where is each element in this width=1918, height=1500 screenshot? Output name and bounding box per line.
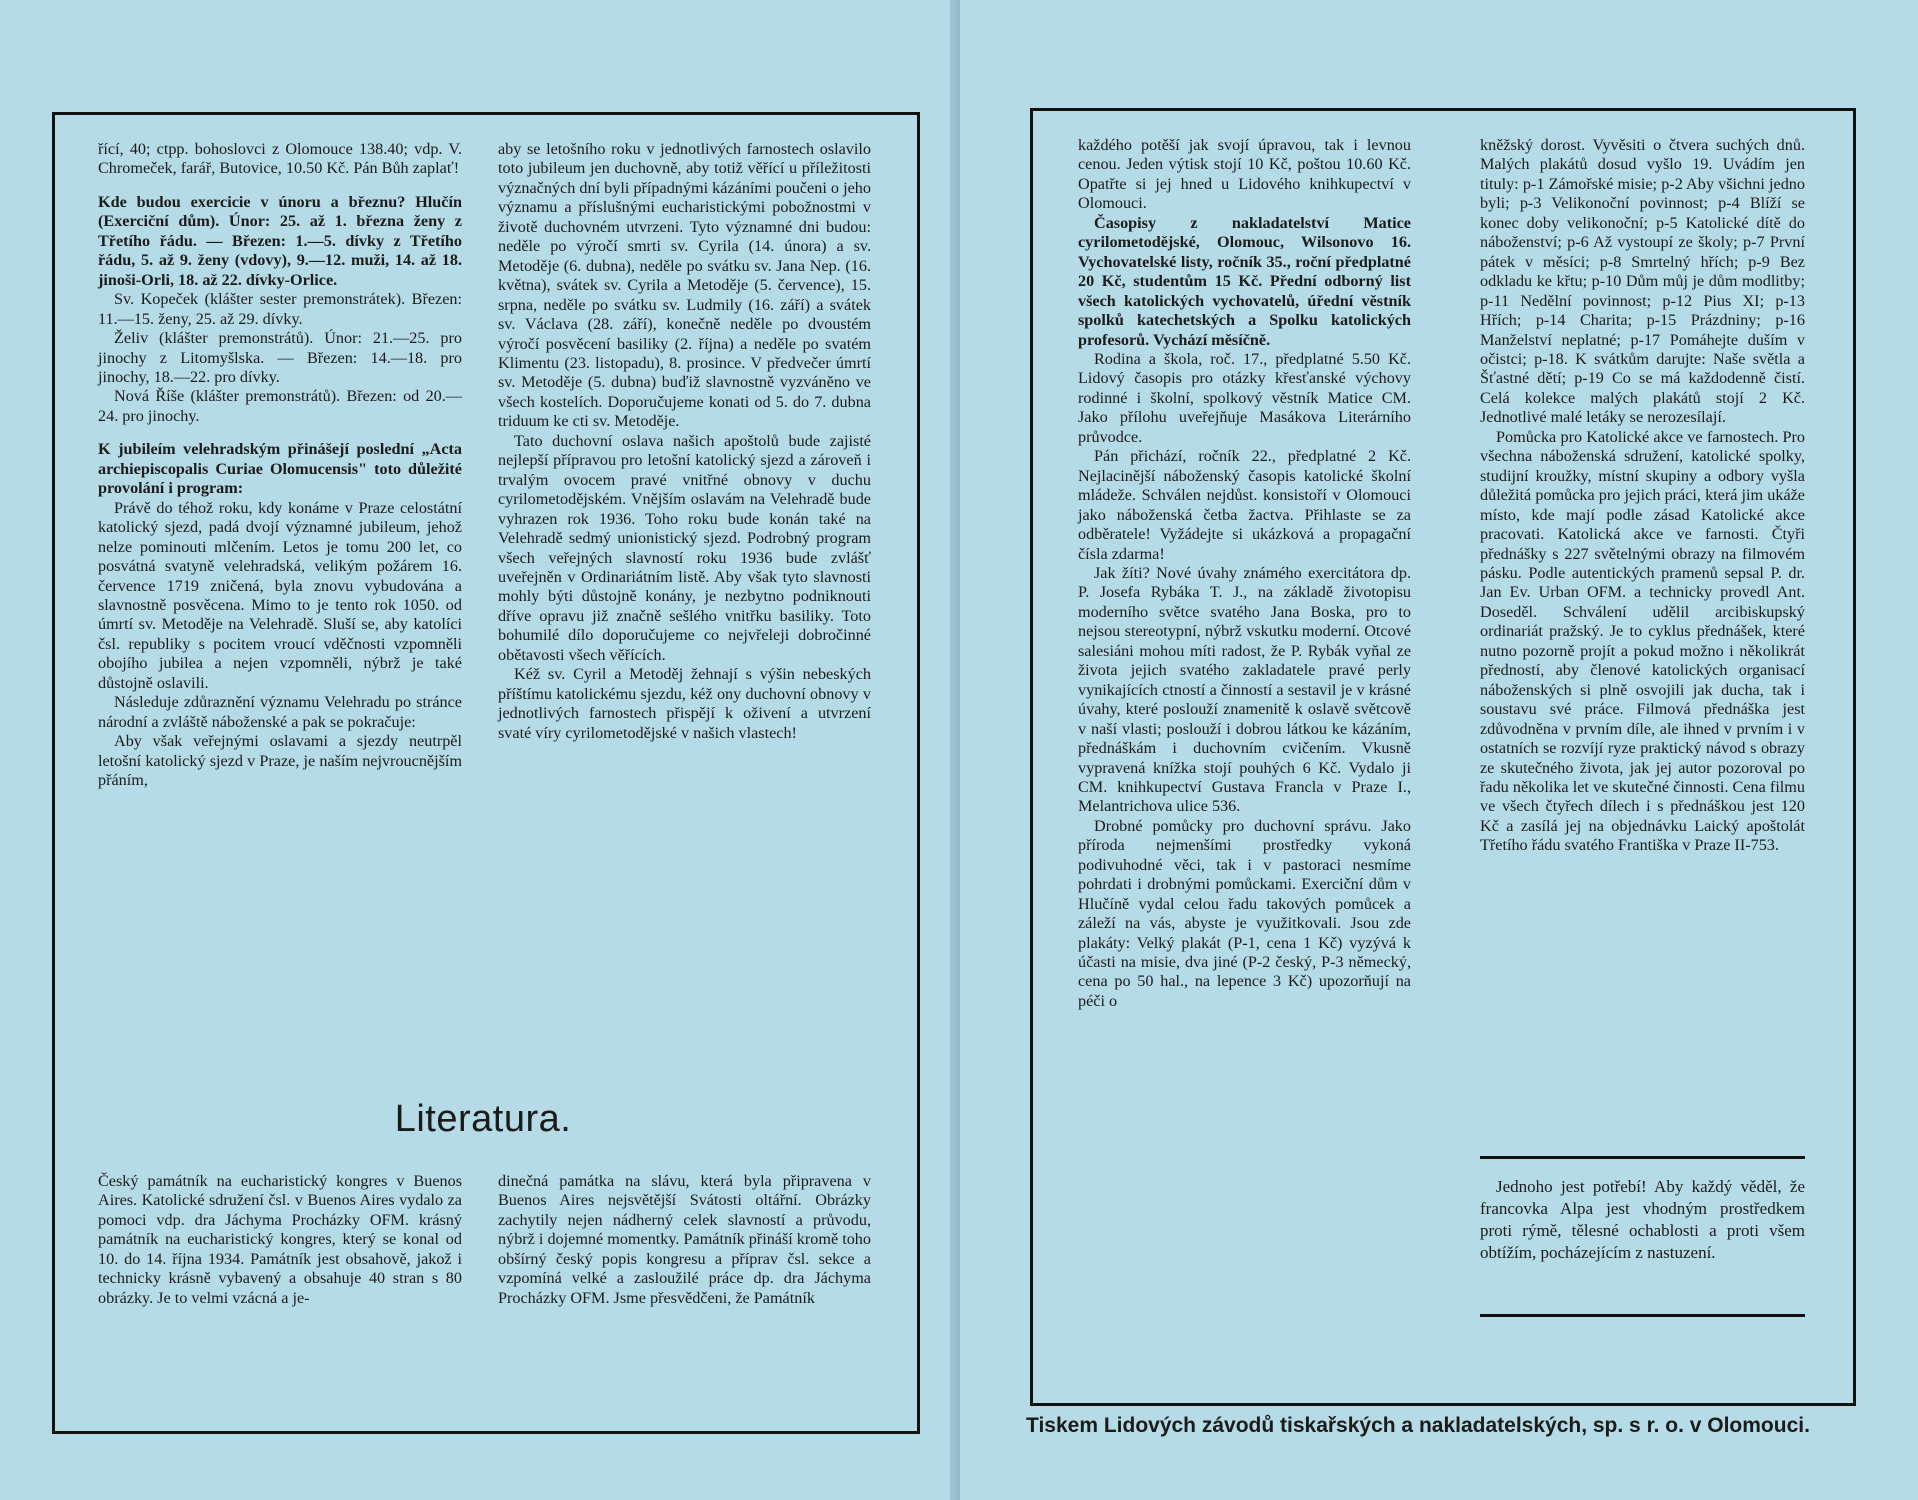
velehrad-paragraph: Následuje zdůraznění významu Velehradu po stránce národní a zvláště náboženské a pak se pokračuje: [98, 693, 462, 731]
jubilee-body-paragraph: Právě do téhož roku, kdy konáme v Praze celostátní katolický sjezd, padá dvojí významné jubileum, jehož nelze pominouti mlčením. Letos je tomu 200 let, co posvátná svatyně velehradská, velikým požárem 16. července 1719 zničená, byla znovu vybudována a slavnostně posvěcena. Mimo to je tento rok 1050. od úmrtí sv. Metoděje na Velehradě. Sluší se, aby katolíci čsl. republiky s pocitem vroucí vděčnosti vzpomněli obojího jubilea a nejen vzpomněli, nýbrž je také důstojně oslavili. [98, 498, 462, 692]
nova-rise-paragraph: Nová Říše (klášter premonstrátů). Březen: od 20.—24. pro jinochy. [98, 387, 462, 425]
literatura-heading: Literatura. [394, 1098, 572, 1140]
kopecek-paragraph: Sv. Kopeček (klášter sester premonstrátek). Březen: 11.—15. ženy, 25. až 29. dívky. [98, 290, 462, 328]
casopisy-paragraph: Časopisy z nakladatelství Matice cyrilometodějské, Olomouc, Wilsonovo 16. Vychovatelské listy, ročník 35., roční předplatné 20 Kč, studentům 15 Kč. Přední odborný list všech katolických vychovatelů, úřední věstník spolků katechetských a Spolku katolických profesorů. Vychází měsíčně. [1078, 213, 1411, 349]
alpa-advert [1480, 1176, 1805, 1264]
pamatnik-continued-paragraph: dinečná památka na slávu, která byla připravena v Buenos Aires nejsvětější Svátosti oltářní. Obrázky zachytily nejen nádherný celek slavností a průvodu, nýbrž i dojemné momentky. Památník přináší kromě toho obšírný český popis kongresu a příprav čsl. sekce a vzpomíná velké a zasloužilé práce dp. dra Jáchyma Procházky OFM. Jsme přesvědčeni, že Památník [498, 1172, 871, 1307]
blessing-paragraph: Kéž sv. Cyril a Metoděj žehnají s výšin nebeských příštímu katolickému sjezdu, kéž ony duchovní obnovy v jednotlivých farnostech přispějí k oživení a utvrzení svaté víry cyrilometodějské v našich vlastech! [498, 665, 871, 742]
spiritual-celebration-paragraph: Tato duchovní oslava našich apoštolů bude zajisté nejlepší přípravou pro letošní katolický sjezd a zároveň i trvalým ovocem pravé vnitřné obnovy v duchu cyrilometodějském. Vnějším oslavám na Velehradě bude vyhrazen rok 1936. Toho roku bude konán také na Velehradě sedmý unionistický sjezd. Podrobný program všech veřejných slavností roku 1936 bude zvlášť uveřejněn v Ordinariátním listě. Aby však tyto slavnosti mohly býti důstojně konány, je nezbytno podniknouti dříve opravu již značně sešlého vnitřku basiliky. Toto bohumilé dílo doporučujeme co nejvřeleji dobročinné obětavosti všech věřících. [498, 431, 871, 664]
jubilee-heading-paragraph: K jubileím velehradským přinášejí poslední „Acta archiepiscopalis Curiae Olomucensis" toto důležité provolání i program: [98, 440, 462, 498]
jak-ziti-paragraph: Jak žíti? Nové úvahy známého exercitátora dp. P. Josefa Rybáka T. J., na základě životopisu moderního světce svatého Jana Boska, pro to nejsou stereotypní, nýbrž vskutku moderní. Otcové salesiáni mohou míti radost, že P. Rybák vyňal ze života jejich svatého zakladatele pravé perly vynikajících ctností a činností a sestavil je v krásné úvahy, které poslouží znamenitě k oslavě světcově v naší vlasti; poslouží i dobrou látkou ke kázáním, přednáškám i duchovním cvičením. Vkusně vypravená knížka stojí pouhých 6 Kč. Vydalo ji CM. knihkupectví Gustava Francla v Praze I., Melantrichova ulice 536. [1078, 563, 1411, 816]
printer-imprint: Tiskem Lidových závodů tiskařských a nakladatelských, sp. s r. o. v Olomouci. [1026, 1414, 1810, 1437]
right-column-1 [1078, 136, 1411, 1011]
alpa-advert-text: Jednoho jest potřebí! Aby každý věděl, že francovka Alpa jest vhodným prostředkem proti rýmě, tělesné ochablosti a proti všem obtížím, pocházejícím z nastuzení. [1480, 1177, 1805, 1262]
donors-continued: řící, 40; ctpp. bohoslovci z Olomouce 138.40; vdp. V. Chromeček, farář, Butovice, 10.50 Kč. Pán Bůh zaplať! [98, 140, 462, 178]
pan-prichazi-paragraph: Pán přichází, ročník 22., předplatné 2 Kč. Nejlacinější náboženský časopis katolické školní mládeže. Schválen nejdůst. konsistoří v Olomouci jako náboženská četba žactva. Přihlaste se za odběratele! Vyžádejte si ukázková a propagační čísla zdarma! [1078, 447, 1411, 563]
plakaty-list-paragraph: kněžský dorost. Vyvěsiti o čtvera suchých dnů. Malých plakátů dosud vyšlo 19. Uvádím jen tituly: p-1 Zámořské misie; p-2 Aby všichni jedno byli; p-3 Velikonoční povinnost; p-4 Blíží se konec doby velikonoční; p-5 Katolické dítě do náboženství; p-6 Až vystoupí ze školy; p-7 První pátek v měsíci; p-8 Smrtelný hřích; p-9 Bez odkladu ke křtu; p-10 Dům můj je dům modlitby; p-11 Nedělní povinnost; p-12 Pius XI; p-13 Hřích; p-14 Charita; p-15 Prázdniny; p-16 Manželství neplatné; p-17 Pomáhejte duším v očistci; p-18. K svátkům darujte: Naše světla a Šťastné dětí; p-19 Co se má každodenně čistí. Celá kolekce malých plakátů stojí 2 Kč. Jednotlivé malé letáky se nerozesílají. [1480, 136, 1805, 427]
left-column-2 [498, 140, 871, 743]
box-bottom-rule [1480, 1314, 1805, 1317]
left-column-1 [98, 140, 462, 791]
right-page [960, 0, 1918, 1500]
jubilee-program-paragraph: aby se letošního roku v jednotlivých farnostech oslavilo toto jubileum jen duchovně, aby totiž věřící u příležitosti význačných dní byli případnými kázáními poučeni o jeho významu a příslušnými eucharistickými pobožnostmi v životě duchovném utvrzeni. Tyto významné dni budou: neděle po výročí smrti sv. Cyrila (14. února) a sv. Metoděje (6. dubna), neděle po svátku sv. Jana Nep. (16. května), svátek sv. Cyrila a Metoděje (5. července), 15. srpna, neděle po svátku sv. Ludmily (16. září) a svátek sv. Václava (28. září), konečně neděle po dvoustém výročí posvěcení basiliky (2. října) a neděle po svatém Klimentu (23. listopadu), 8. prosince. V předvečer úmrtí sv. Metoděje (5. dubna) buďiž slavnostně vyzváněno ve všech kostelích. Doporučujeme konati od 5. do 7. dubna triduum ke cti sv. Metoděje. [498, 140, 871, 431]
right-column-2 [1480, 136, 1805, 856]
pamatnik-end-paragraph: každého potěší jak svojí úpravou, tak i levnou cenou. Jeden výtisk stojí 10 Kč, poštou 10.60 Kč. Opatřte si jej hned u Lidového knihkupectví v Olomouci. [1078, 136, 1411, 213]
left-page [0, 0, 958, 1500]
sjezd-paragraph: Aby však veřejnými oslavami a sjezdy neutrpěl letošní katolický sjezd v Praze, je naším nejvroucnějším přáním, [98, 732, 462, 790]
zeliv-paragraph: Želiv (klášter premonstrátů). Únor: 21.—25. pro jinochy z Litomyšlska. — Březen: 14.—18. pro jinochy, 18.—22. pro dívky. [98, 329, 462, 386]
exercises-heading-paragraph: Kde budou exercicie v únoru a březnu? Hlučín (Exerciční dům). Únor: 25. až 1. března ženy z Třetího řádu. — Březen: 1.—5. dívky z Třetího řádu, 5. až 9. ženy (vdovy), 9.—12. muži, 14. až 18. jinoši-Orli, 18. až 22. dívky-Orlice. [98, 192, 462, 289]
left-column-4 [498, 1172, 871, 1308]
pamatnik-paragraph: Český památník na eucharistický kongres v Buenos Aires. Katolické sdružení čsl. v Buenos Aires vydalo za pomoci vdp. dra Jáchyma Procházky OFM. krásný památník na eucharistický kongres, který se konal od 10. do 14. října 1934. Památník jest obsahově, jakož i technicky krásně vybavený a obsahuje 40 stran s 80 obrázky. Je to velmi vzácná a je- [98, 1172, 462, 1307]
left-column-3 [98, 1172, 462, 1308]
rodina-a-skola-paragraph: Rodina a škola, roč. 17., předplatné 5.50 Kč. Lidový časopis pro otázky křesťanské výchovy rodinné i školní, spolkový věstník Matice CM. Jako přílohu uveřejňuje Masákova Literárního průvodce. [1078, 349, 1411, 446]
drobne-pomucky-paragraph: Drobné pomůcky pro duchovní správu. Jako příroda nejmenšími prostředky vykoná podivuhodné věci, tak i v pastoraci nesmíme pohrdati i drobnými pomůckami. Exerciční dům v Hlučíně vydal celou řadu takových pomůcek a záleží na vás, abyste je využitkovali. Jsou zde plakáty: Velký plakát (P-1, cena 1 Kč) vyzývá k účasti na misie, dva jiné (P-2 český, P-3 německý, cena po 50 hal., na lepence 3 Kč) upozorňují na péči o [1078, 816, 1411, 1010]
katolicka-akce-paragraph: Pomůcka pro Katolické akce ve farnostech. Pro všechna náboženská sdružení, katolické spolky, studijní kroužky, místní skupiny a odbory vyšla důležitá pomůcka pro jejich práci, která jim ukáže místo, kde mají podle zásad Katolické akce pracovati. Katolická akce ve farnosti. Čtyři přednášky s 227 světelnými obrazy na filmovém pásku. Podle autentických pramenů sepsal P. dr. Jan Ev. Urban OFM. a technicky provedl Ant. Doseděl. Schválení udělil arcibiskupský ordinariát pražský. Je to cyklus přednášek, které nutno pozorně projít a pokud možno i několikrát předností, aby členové katolických organisací náboženských si plně osvojili jak ducha, tak i soustavu své práce. Filmová přednáška jest zdůvodněna v prvním díle, ale ihned v prvním i v ostatních se rozvíjí ryze praktický návod s obrazy ze skutečného života, jak jej autor pozoroval po řadu několika let ve skutečné činnosti. Cena filmu ve všech čtyřech dílech i s přednáškou jest 120 Kč a zasílá jej na objednávku Laický apoštolát Třetího řádu svatého Františka v Praze II-753. [1480, 427, 1805, 855]
box-top-rule [1480, 1156, 1805, 1159]
